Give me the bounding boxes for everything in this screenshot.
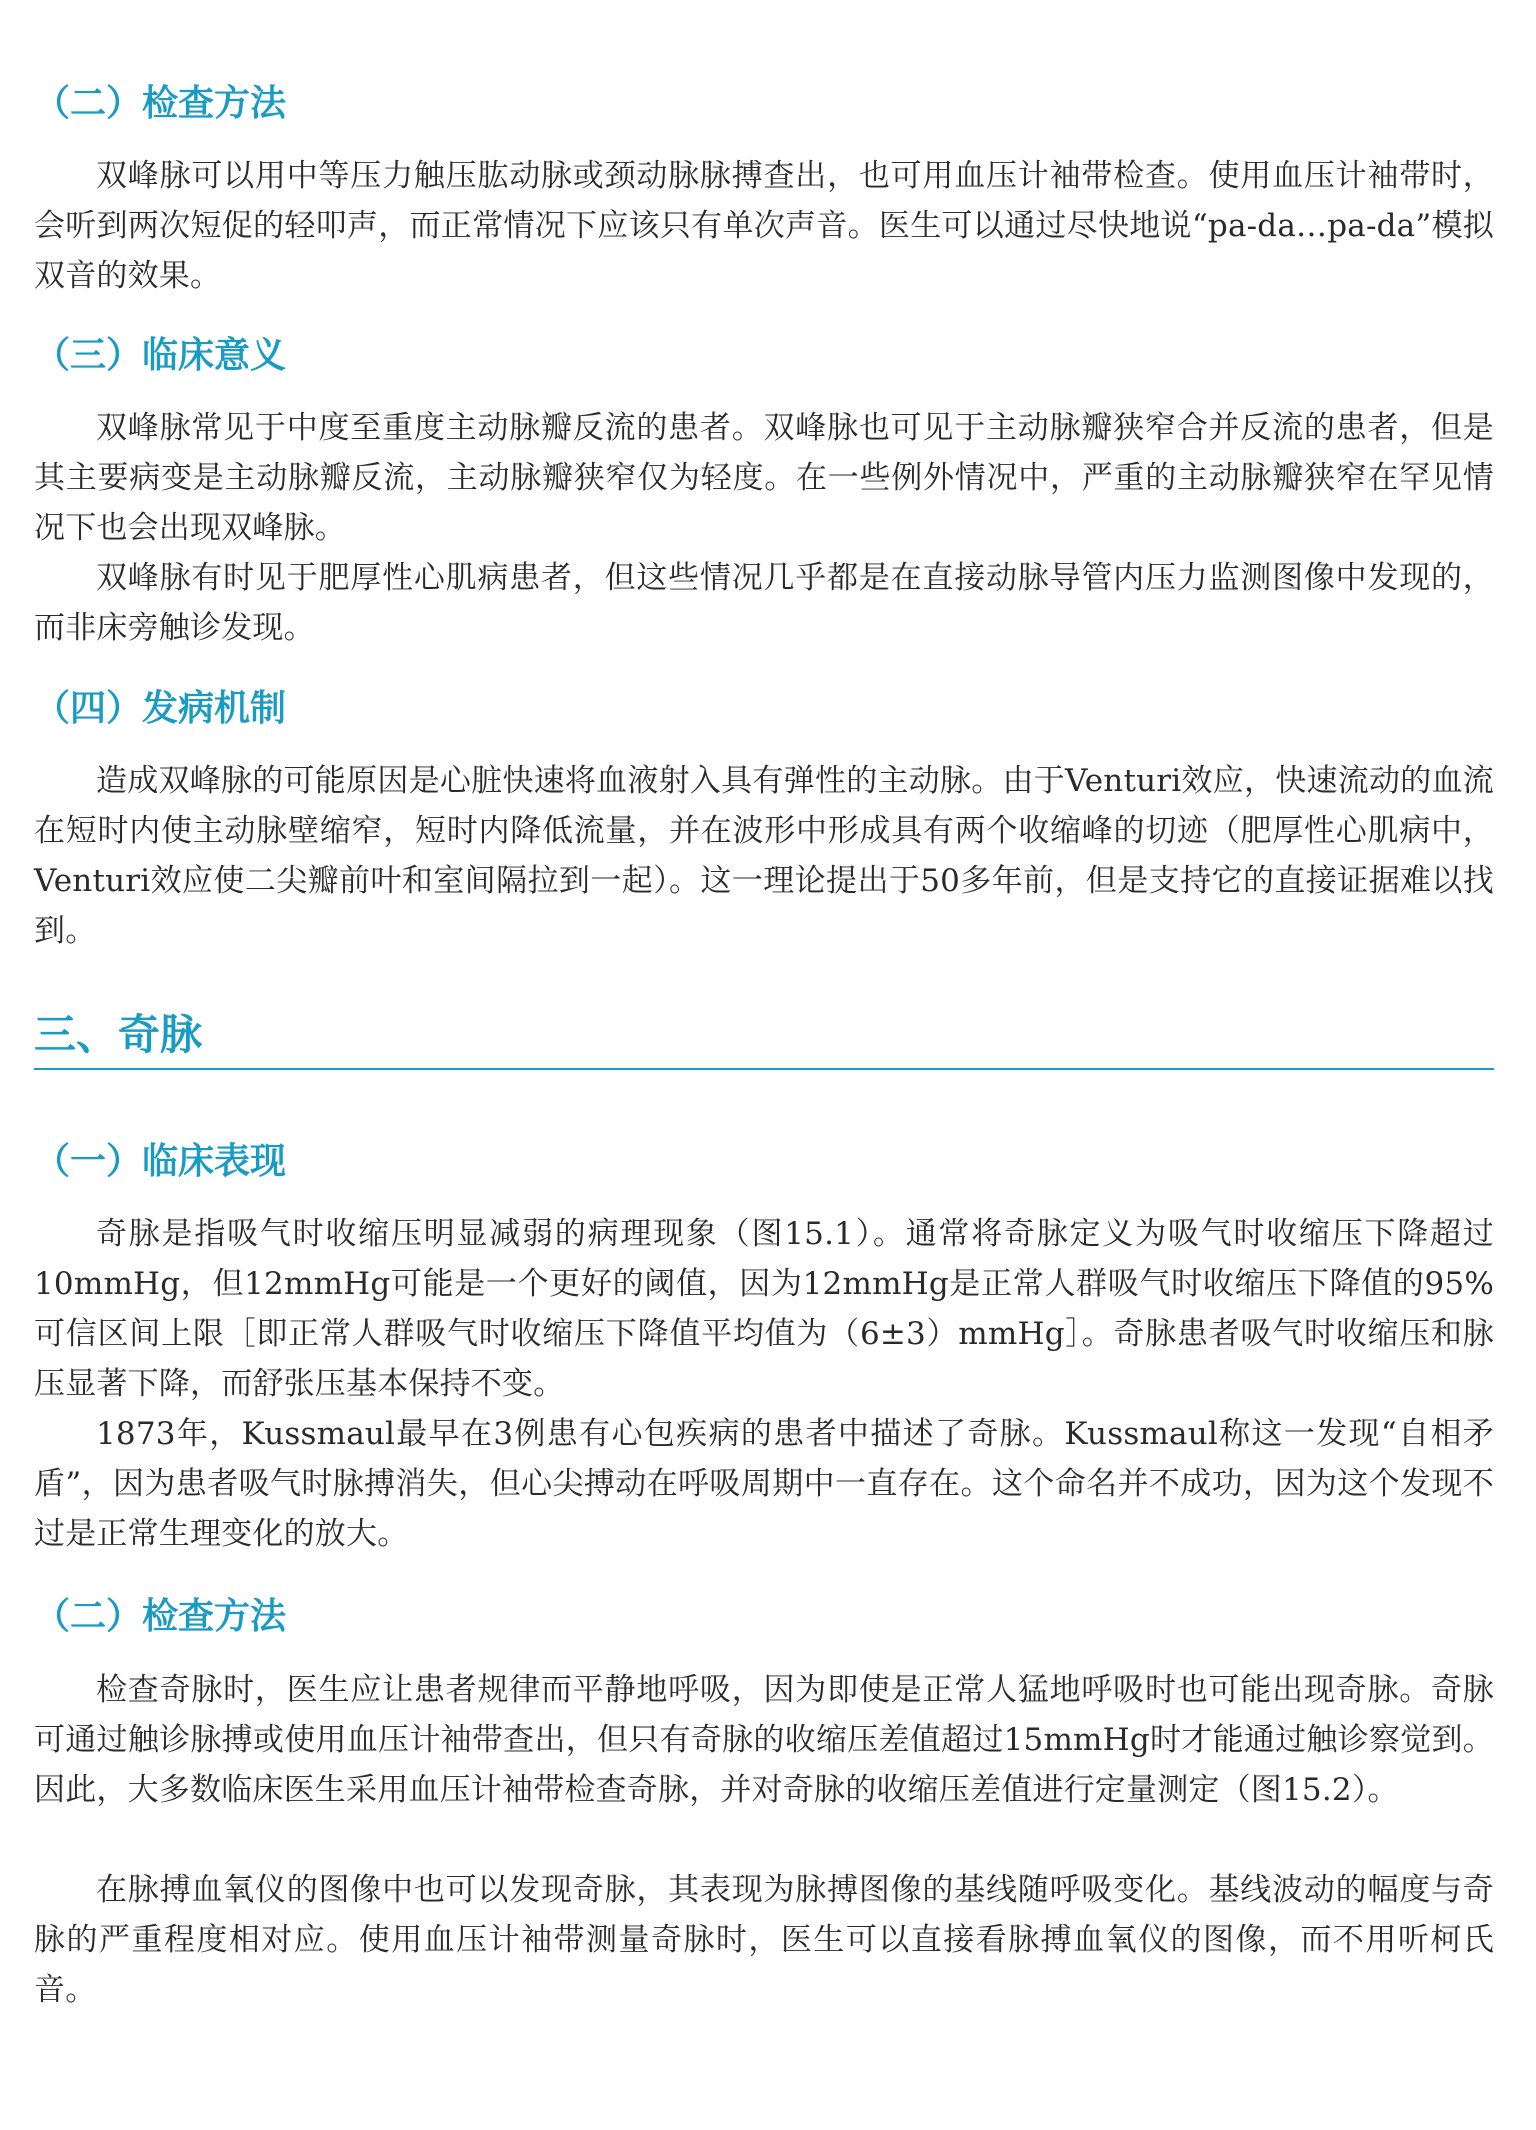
- paragraph-exam-method: 双峰脉可以用中等压力触压肱动脉或颈动脉脉搏查出，也可用血压计袖带检查。使用血压计袖带时，会听到两次短促的轻叩声，而正常情况下应该只有单次声音。医生可以通过尽快地说“pa-da…pa-da”模拟双音的效果。: [34, 158, 1494, 294]
- paragraph-exam-method-2-1: 检查奇脉时，医生应让患者规律而平静地呼吸，因为即使是正常人猛地呼吸时也可能出现奇脉。奇脉可通过触诊脉搏或使用血压计袖带查出，但只有奇脉的收缩压差值超过15mmHg时才能通过触诊察觉到。因此，大多数临床医生采用血压计袖带检查奇脉，并对奇脉的收缩压差值进行定量测定（图15.2）。: [34, 1672, 1494, 1808]
- paragraph-clinical-manifestation-2: 1873年，Kussmaul最早在3例患有心包疾病的患者中描述了奇脉。Kussmaul称这一发现“自相矛盾”，因为患者吸气时脉搏消失，但心尖搏动在呼吸周期中一直存在。这个命名并不成功，因为这个发现不过是正常生理变化的放大。: [34, 1416, 1494, 1552]
- section-heading-pulsus-paradoxus: 三、奇脉: [34, 1008, 1494, 1070]
- subsection-heading-clinical-significance: （三）临床意义: [34, 335, 287, 376]
- paragraph-clinical-significance-1: 双峰脉常见于中度至重度主动脉瓣反流的患者。双峰脉也可见于主动脉瓣狭窄合并反流的患者，但是其主要病变是主动脉瓣反流，主动脉瓣狭窄仅为轻度。在一些例外情况中，严重的主动脉瓣狭窄在罕见情况下也会出现双峰脉。: [34, 410, 1494, 546]
- paragraph-clinical-significance-2: 双峰脉有时见于肥厚性心肌病患者，但这些情况几乎都是在直接动脉导管内压力监测图像中发现的，而非床旁触诊发现。: [34, 560, 1494, 646]
- paragraph-pathogenesis: 造成双峰脉的可能原因是心脏快速将血液射入具有弹性的主动脉。由于Venturi效应，快速流动的血流在短时内使主动脉壁缩窄，短时内降低流量，并在波形中形成具有两个收缩峰的切迹（肥厚性心肌病中，Venturi效应使二尖瓣前叶和室间隔拉到一起）。这一理论提出于50多年前，但是支持它的直接证据难以找到。: [34, 763, 1494, 949]
- paragraph-exam-method-2-2: 在脉搏血氧仪的图像中也可以发现奇脉，其表现为脉搏图像的基线随呼吸变化。基线波动的幅度与奇脉的严重程度相对应。使用血压计袖带测量奇脉时，医生可以直接看脉搏血氧仪的图像，而不用听柯氏音。: [34, 1872, 1494, 2008]
- subsection-heading-pathogenesis: （四）发病机制: [34, 688, 287, 729]
- subsection-heading-exam-method-2: （二）检查方法: [34, 1596, 287, 1637]
- paragraph-clinical-manifestation-1: 奇脉是指吸气时收缩压明显减弱的病理现象（图15.1）。通常将奇脉定义为吸气时收缩压下降超过10mmHg，但12mmHg可能是一个更好的阈值，因为12mmHg是正常人群吸气时收缩压下降值的95%可信区间上限［即正常人群吸气时收缩压下降值平均值为（6±3）mmHg］。奇脉患者吸气时收缩压和脉压显著下降，而舒张压基本保持不变。: [34, 1216, 1494, 1402]
- subsection-heading-clinical-manifestation: （一）临床表现: [34, 1141, 287, 1182]
- subsection-heading-exam-method: （二）检查方法: [34, 83, 287, 124]
